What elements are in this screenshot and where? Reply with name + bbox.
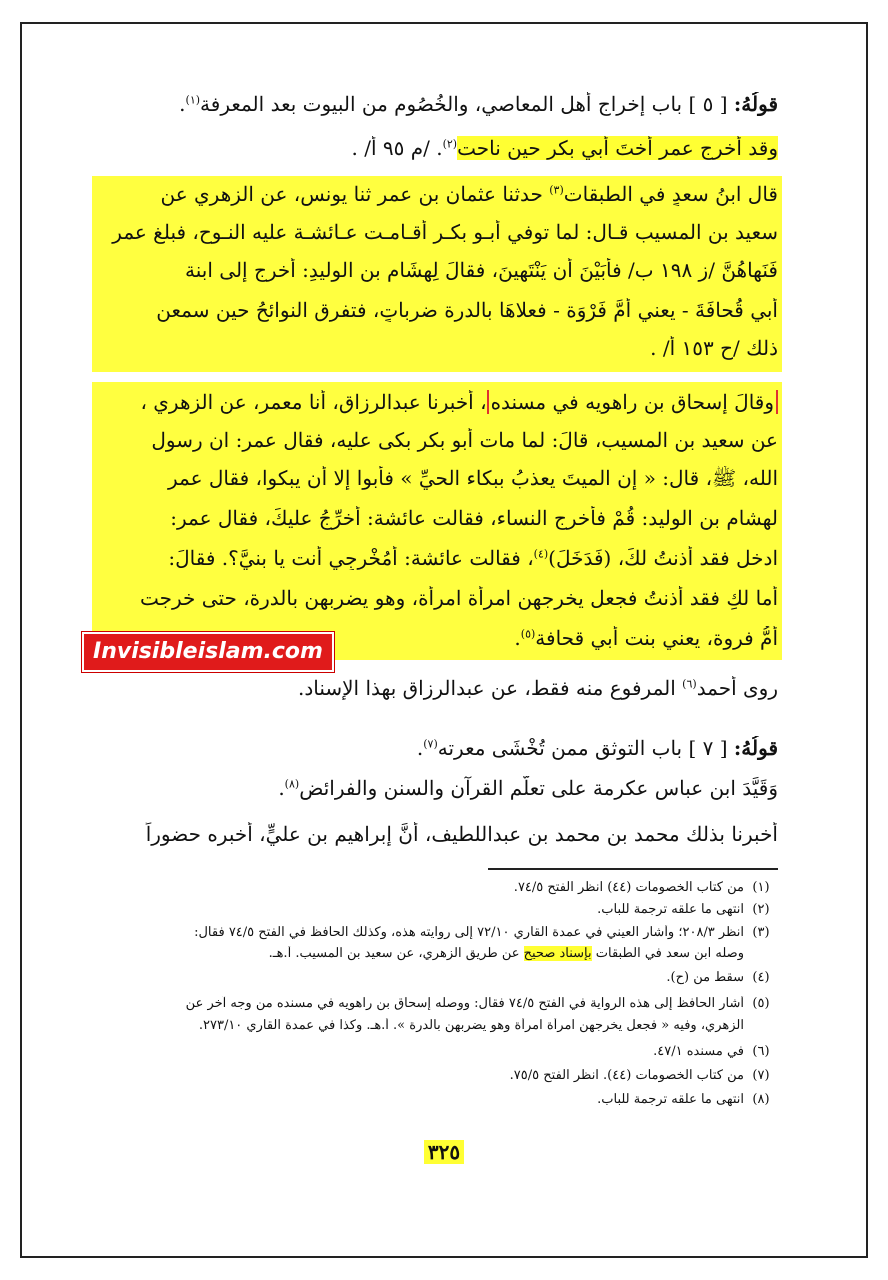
footnote-number: (٣) [752,925,770,940]
footnote-number: (٤) [752,970,770,985]
footnote-text: من كتاب الخصومات (٤٤). انظر الفتح ٧٥/٥. [509,1068,744,1083]
after-text: روى أحمد [696,676,778,700]
block2-line2: عن سعيد بن المسيب، قالَ: لما مات أبو بكر بكى عليه، فقال عمر: ان رسول [151,428,778,452]
footnote-7 [110,1068,778,1083]
footnote-5 [110,996,778,1011]
footnote-5-cont [110,1018,778,1033]
footnote-text: من كتاب الخصومات (٤٤) انظر الفتح ٧٤/٥. [513,880,744,895]
footnote-text: عن طريق الزهري، عن سعيد بن المسيب. أ.هـ. [268,946,524,961]
punct: . [278,776,285,800]
block1-line2: سعيد بن المسيب قـال: لما توفي أبـو بكـر أقـامـت عـائشـة عليه النـوح، فبلغ عمر [112,220,778,244]
block1-line5: ذلك /ح ١٥٣ أ/ . [650,336,778,360]
block1-text: ، فتفرق النوائحُ حين سمعن [156,298,380,322]
block2-text: ، أخبرنا عبدالرزاق، أنا معمر، عن الزهري ، [140,390,487,414]
footnote-4 [110,970,778,985]
block2-text: ادخل فقد أذنتُ لكَ، (فَدَخَلَ) [548,546,778,570]
block2-line3: الله، ﷺ، قال: « إن الميتَ يعذبُ ببكاء الحيِّ » فأبوا إلا أن يبكوا، فقال عمر [167,466,778,490]
footnote-ref-6: (٦) [682,677,697,691]
section2-line2 [100,776,778,800]
footnote-1 [110,880,778,895]
block2-line4: لهشام بن الوليد: قُمْ فأخرج النساء، فقالت عائشة: أُخرِّجُ عليكَ، فقال عمر: [170,506,778,530]
footnote-text: سقط من (ح). [666,970,744,985]
block2-line5 [100,546,778,570]
block2-line1 [100,390,778,414]
section1-line1 [100,92,778,116]
underlined-phrase: فعلاهَا بالدرة ضرباتٍ [379,298,547,322]
footnote-number: (١) [752,880,770,895]
underlined-phrase: فجعل يخرجهن امرأة امرأة، وهو يضربهن بالدرة، [243,586,638,610]
footnote-ref-8: (٨) [284,777,300,791]
footnote-text: وصله ابن سعد في الطبقات [591,946,744,961]
punct: . [179,92,186,116]
block2-line6 [100,586,778,610]
block1-text: أبي قُحافَةَ - يعني أُمَّ فَرْوَة - [553,298,778,322]
section2-title: [ ٧ ] باب التوثقِ ممن تُخْشَى معرته [437,736,728,760]
section2-line1 [100,736,778,760]
footnote-2 [110,902,778,917]
block1-line3: فَنَهاهُنَّ /ز ١٩٨ ب/ فأَبَيْنَ أن يَنْتَهِينَ، فقالَ لِهِشَامِ بن الوليدِ: أخرج إلى ابنة [185,258,778,282]
footnote-number: (٨) [752,1092,770,1107]
section1-line2-rest: . /م ٩٥ أ/ . [351,136,443,160]
footnote-ref-1: (١) [185,93,201,107]
footnote-ref-3: (٣) [549,183,564,197]
block2-text: أمُّ فروة، يعني بنت أبي قحافة [535,626,778,650]
after-text: المرفوع منه فقط، عن عبدالرزاق بهذا الإسناد. [298,676,683,700]
section1-line2 [100,136,778,160]
block2-text: . [514,626,521,650]
footnote-text: الزهري، وفيه « فجعل يخرجهن امرأة امرأة وهو يضربهن بالدرة ». أ.هـ. وكذا في عمدة القاري ٢٧٣/١٠. [198,1018,744,1033]
boxed-phrase: وقالَ إسحاق بن راهويه في مسنده [487,390,778,414]
footnote-number: (٢) [752,902,770,917]
page-number-text: ٣٢٥ [424,1140,464,1164]
footnote-ref-2: (٢) [442,137,458,151]
footnote-text: انظر ٢٠٨/٣؛ وأشار العيني في عمدة القاري ٧٢/١٠ إلى روايته هذه، وكذلك الحافظ في الفتح ٧٤/٥ فقال: [194,925,744,940]
footnote-8 [110,1092,778,1107]
block2-text: حتى خرجت [140,586,244,610]
block1-text: قال ابنُ سعدٍ في الطبقات [563,182,778,206]
footnote-number: (٦) [752,1044,770,1059]
block1-line1 [100,182,778,206]
footnote-number: (٧) [752,1068,770,1083]
footnote-text: في مسنده ٤٧/١. [653,1044,744,1059]
section1-heading: قولُهُ: [733,92,778,116]
punct: . [416,736,424,760]
footnote-separator [488,868,778,870]
footnote-3 [110,925,778,940]
section2-heading: قولُهُ: [733,736,778,760]
watermark-banner[interactable]: Invisibleislam.com [82,632,334,672]
block2-text: ، فقالت عائشة: أمُخْرِجِي أنت يا بنيَّ؟. فقالَ: [168,546,534,570]
section2-line3: أخبرنا بذلك محمد بن محمد بن عبداللطيف، أَنَّ إبراهيم بن عليٍّ، أخبره حضوراً [145,822,778,846]
block1-text: حدثنا عثمان بن عمر ثنا يونس، عن الزهري عن [160,182,550,206]
section1-title: [ ٥ ] باب إخراج أهلِ المعاصي، والخُصُومِ من البيوت بعد المعرفة [200,92,728,116]
footnote-ref-5: (٥) [520,627,536,641]
footnote-3-cont [110,946,778,961]
page-number [0,1140,888,1164]
section2-text: وَقَيَّدَ ابن عباس عكرمة على تعلُّمِ القرآنِ والسنن والفرائضِ [299,776,778,800]
block1-line4 [100,298,778,322]
footnote-highlight: بإسناد صحيح [523,946,592,961]
highlighted-text: وقد أخرج عمر أُختَ أبي بكر حين ناحت [457,136,778,160]
after-line [100,676,778,700]
footnote-text: انتهى ما علقه ترجمة للباب. [597,902,744,917]
footnote-ref-4: (٤) [533,547,549,561]
footnote-number: (٥) [752,996,770,1011]
block2-text: أما لكِ فقد أذنتُ [643,586,778,610]
footnote-ref-7: (٧) [423,737,438,751]
footnote-text: انتهى ما علقه ترجمة للباب. [597,1092,744,1107]
footnote-6 [110,1044,778,1059]
footnote-text: أشار الحافظ إلى هذه الرواية في الفتح ٧٤/٥ فقال: ووصله إسحاق بن راهويه في مسنده من وجه آخر عن [185,996,744,1011]
